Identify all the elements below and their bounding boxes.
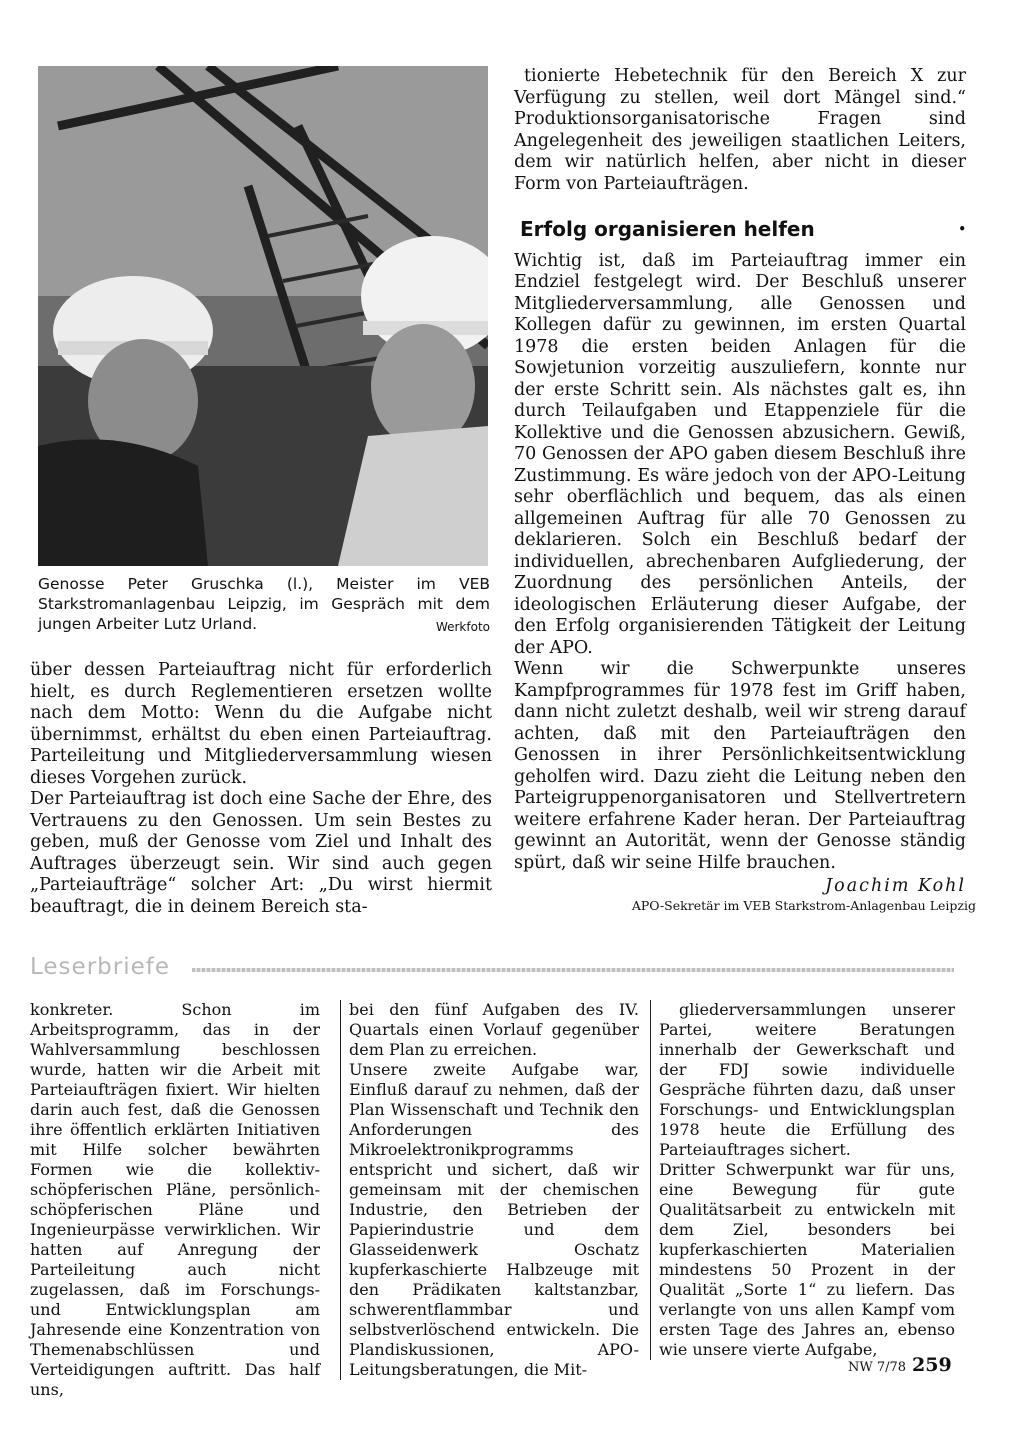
article-paragraph: Der Parteiauftrag ist doch eine Sache der Ehre, des Vertrauens zu den Genossen. Um sein Bestes zu geben, muß der Genosse vom Ziel und Inhalt des Auftrages überzeugt sein. Wir sind auch gegen „Parteiaufträge“ solcher Art: „Du wirst hiermit beauftragt, die in deinem Bereich sta- [30, 789, 492, 917]
article-column-right [514, 66, 976, 914]
letters-column-3 [650, 1000, 955, 1360]
author-affiliation: APO-Sekretär im VEB Starkstrom-Anlagenbau Leipzig [631, 897, 976, 913]
section-rule [192, 968, 954, 972]
page-number: 259 [912, 1354, 952, 1376]
article-paragraph: tionierte Hebetechnik für den Bereich X zur Verfügung zu stellen, weil dort Mängel sind.“ Produktionsorganisatorische Fragen sind Angelegenheit des jeweiligen staatlichen Leiters, dem wir natürlich helfen, aber nicht in dieser Form von Parteiaufträgen. [514, 66, 966, 194]
heading-mark: • [958, 222, 966, 236]
section-label: Leserbriefe [30, 954, 170, 980]
article-paragraph: über dessen Parteiauftrag nicht für erforderlich hielt, es durch Reglementieren ersetzen wollte nach dem Motto: Wenn du die Aufgabe nicht übernimmst, erhältst du eben einen Parteiauftrag. Parteileitung und Mitgliederversammlung wiesen dieses Vorgehen zurück. [30, 660, 492, 788]
section-divider [30, 954, 954, 980]
article-paragraph: Wenn wir die Schwerpunkte unseres Kampfprogrammes für 1978 fest im Griff haben, dann nicht zuletzt deshalb, weil wir streng darauf achten, daß mit den Parteiaufträgen den Genossen in ihrer Persönlichkeitsentwicklung geholfen wird. Dazu zieht die Leitung neben den Parteigruppenorganisatoren und Stellvertretern weitere erfahrene Kader heran. Der Parteiauftrag gewinnt an Autorität, wenn der Genosse ständig spürt, daß wir seine Hilfe brauchen. [514, 659, 966, 873]
photo-credit: Werkfoto [435, 620, 490, 634]
letter-paragraph: Unsere zweite Aufgabe war, Einfluß darauf zu nehmen, daß der Plan Wissenschaft und Technik den Anforderungen des Mikroelektronikprogramms entspricht und sichert, daß wir gemeinsam mit der chemischen Industrie, den Betrieben der Papierindustrie und dem Glasseidenwerk Oschatz kupferkaschierte Halbzeuge mit den Prädikaten kaltstanzbar, schwerentflammbar und selbstverlöschend entwickeln. Die Plandiskussionen, APO-Leitungsberatungen, die Mit- [349, 1060, 639, 1379]
section-heading [520, 219, 966, 241]
photo-illustration [38, 66, 488, 566]
letter-paragraph: gliederversammlungen unserer Partei, weitere Beratungen innerhalb der Gewerkschaft und der FDJ sowie individuelle Gespräche führten dazu, daß unser Forschungs- und Entwicklungsplan 1978 heute die Erfüllung des Parteiauftrages sichert. [659, 1000, 955, 1159]
photo-workers-in-hardhats [38, 66, 488, 566]
issue-label: NW 7/78 [848, 1360, 907, 1375]
letter-paragraph: konkreter. Schon im Arbeitsprogramm, das in der Wahlversammlung beschlossen wurde, hatten wir die Arbeit mit Parteiaufträgen fixiert. Wir hielten darin auch fest, daß die Genossen ihre öffentlich erklärten Initiativen mit Hilfe solcher bewährten Formen wie die kollektiv-schöpferischen Pläne, persönlich-schöpferischen Pläne und Ingenieurpässe verwirklichen. Wir hatten auf Anregung der Parteileitung auch nicht zugelassen, daß im Forschungs- und Entwicklungsplan am Jahresende eine Konzentration von Themenabschlüssen und Verteidigungen auftritt. Das half uns, [30, 1000, 320, 1399]
letter-paragraph: Dritter Schwerpunkt war für uns, eine Bewegung für gute Qualitätsarbeit zu entwickeln mit dem Ziel, besonders bei kupferkaschierten Materialien mindestens 50 Prozent in der Qualität „Sorte 1“ zu liefern. Das verlangte von uns allen Kampf vom ersten Tage des Jahres an, ebenso wie unsere vierte Aufgabe, [659, 1160, 955, 1359]
letters-column-2 [340, 1000, 639, 1380]
article-column-left [30, 660, 492, 918]
letter-paragraph: bei den fünf Aufgaben des IV. Quartals einen Vorlauf gegenüber dem Plan zu erreichen. [349, 1000, 639, 1059]
letters-column-1 [30, 1000, 320, 1400]
author-signature: Joachim Kohl [825, 876, 966, 896]
heading-text: Erfolg organisieren helfen [520, 217, 815, 241]
caption-text: Genosse Peter Gruschka (l.), Meister im VEB Starkstromanlagenbau Leipzig, im Gespräch mit dem jungen Arbeiter Lutz Urland. [38, 575, 490, 633]
article-paragraph: Wichtig ist, daß im Parteiauftrag immer ein Endziel festgelegt wird. Der Beschluß unserer Mitgliederversammlung, alle Genossen und Kollegen dafür zu gewinnen, im ersten Quartal 1978 die ersten beiden Anlagen für die Sowjetunion vorzeitig auszuliefern, konnte nur der erste Schritt sein. Als nächstes galt es, ihn durch Teilaufgaben und Etappenziele für die Kollektive und die Genossen abzusichern. Gewiß, 70 Genossen der APO gaben diesem Beschluß ihre Zustimmung. Es wäre jedoch von der APO-Leitung sehr oberflächlich und bequem, das als einen allgemeinen Auftrag für alle 70 Genossen zu deklarieren. Solch ein Beschluß bedarf der individuellen, abrechenbaren Aufgliederung, der Zuordnung des persönlichen Anteils, der ideologischen Erläuterung dieser Aufgabe, der den Erfolg organisierenden Tätigkeit der Leitung der APO. [514, 250, 966, 658]
photo-caption [38, 574, 490, 637]
